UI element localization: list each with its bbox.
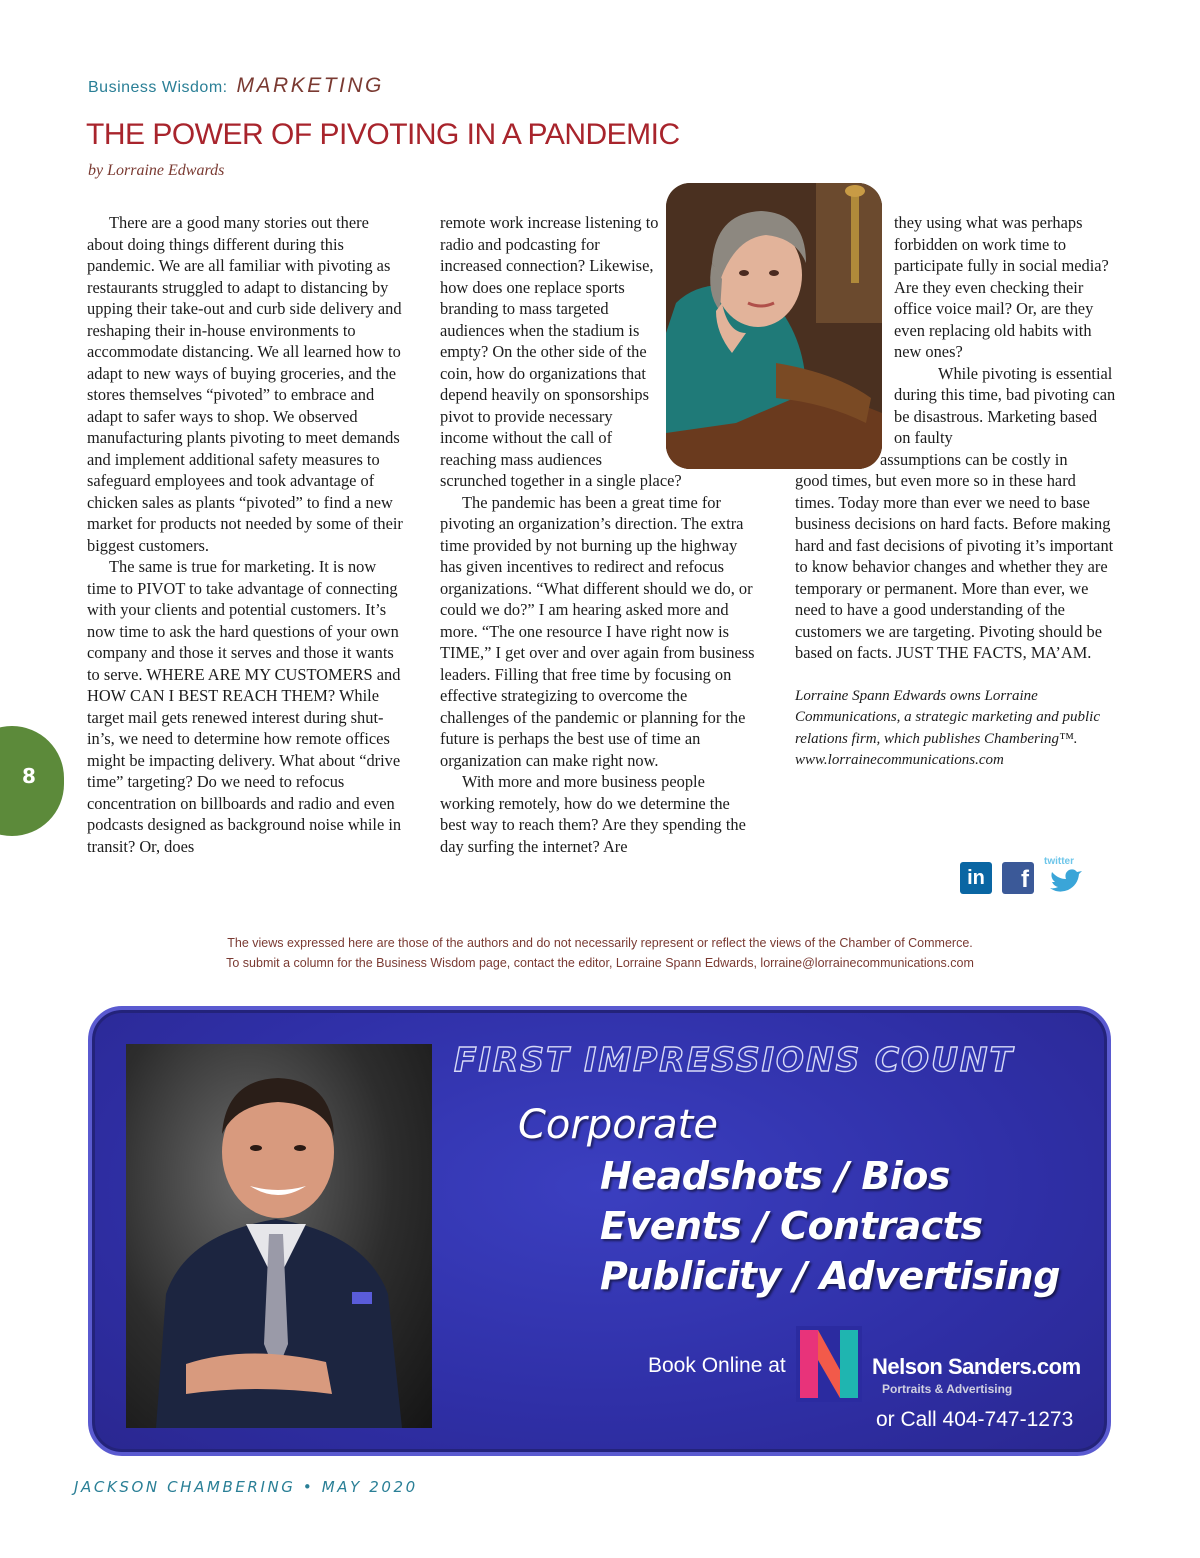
page-number: 8 xyxy=(22,764,36,788)
advertiser-photo xyxy=(126,1044,432,1428)
paragraph: good times, but even more so in these hard times. Today more than ever we need to base business decisions on hard facts. Before making hard and fast decisions of pivoting it’s important to know behavior changes and whether they are temporary or permanent. More than ever, we need to have a good understanding of the customers we are targeting. Pivoting should be based on facts. JUST THE FACTS, MA’AM. xyxy=(795,471,1114,662)
twitter-label[interactable]: twitter xyxy=(1044,856,1074,867)
article-byline: by Lorraine Edwards xyxy=(88,162,225,179)
article-column-3 xyxy=(795,212,1117,772)
disclaimer-line-1: The views expressed here are those of the authors and do not necessarily represent or reflect the views of the Chamber of Commerce. xyxy=(227,936,973,950)
section-label: Business Wisdom: xyxy=(88,79,228,96)
paragraph: The pandemic has been a great time for pivoting an organization’s direction. The extra time provided by not burning up the highway has given incentives to redirect and refocus organizations. “What different should we do, or could we do?” I am hearing asked more and more. “The one resource I have right now is TIME,” I get over and over again from business leaders. Filling that free time by focusing on effective strategizing to overcome the challenges of the pandemic or planning for the future is perhaps the best use of time an organization can make right now. xyxy=(440,492,755,770)
paragraph: There are a good many stories out there about doing things different during this pandemic. We are all familiar with pivoting as restaurants struggled to adapt to distancing by upping their take-out and curb side delivery and reshaping their in-house environments to accommodate distancing. We all learned how to adapt to new ways of buying groceries, and the stores themselves “pivoted” to embrace and adapt to safer ways to shop. We observed manufacturing plants pivoting to meet demands and implement additional safety measures to safeguard employees and took advantage of chicken sales as plants “pivoted” to find a new market for products not needed by some of their biggest customers. xyxy=(87,213,403,555)
ad-website[interactable]: Nelson Sanders.com xyxy=(872,1354,1081,1379)
linkedin-icon[interactable]: in xyxy=(960,862,992,894)
paragraph: assumptions can be costly in xyxy=(880,449,1068,469)
advertisement[interactable] xyxy=(88,1006,1111,1456)
advertiser-portrait-illustration xyxy=(126,1044,432,1428)
page-footer: JACKSON CHAMBERING • MAY 2020 xyxy=(74,1478,418,1496)
nelson-sanders-logo-icon[interactable] xyxy=(796,1326,862,1402)
section-kicker xyxy=(88,74,384,98)
article-column-1 xyxy=(87,212,409,857)
paragraph: The same is true for marketing. It is now time to PIVOT to take advantage of connecting with your clients and potential customers. It’s now time to ask the hard questions of your own company and those it serves and those it wants to serve. WHERE ARE MY CUSTOMERS and HOW CAN I BEST REACH THEM? While target mail gets renewed interest during shut-in’s, we need to determine how remote offices might be impacting delivery. What about “drive time” targeting? Do we need to refocus concentration on billboards and radio and even podcasts designed as background noise while in transit? Or, does xyxy=(87,557,402,856)
author-bio: Lorraine Spann Edwards owns Lorraine Communications, a strategic marketing and public relations firm, which publishes Chambering™. xyxy=(795,687,1100,747)
section-topic: MARKETING xyxy=(236,74,384,97)
ad-book-online: Book Online at xyxy=(648,1354,786,1377)
author-website-link[interactable]: www.lorrainecommunications.com xyxy=(795,752,1004,768)
paragraph: While pivoting is essential during this time, bad pivoting can be disastrous. Marketing based on faulty xyxy=(894,363,1116,447)
paragraph: remote work increase listening to radio and podcasting for increased connection? Likewise, how does one replace sports branding to mass targeted audiences when the stadium is empty? On the other side of the coin, how do organizations that depend heavily on sponsorships pivot to provide necessary income without the call of reaching mass audiences xyxy=(440,213,659,469)
ad-service-line-2: Events / Contracts xyxy=(600,1204,983,1248)
paragraph: With more and more business people working remotely, how do we determine the best way to reach them? Are they spending the day surfing the internet? Are xyxy=(440,772,746,856)
ad-phone[interactable]: or Call 404-747-1273 xyxy=(876,1408,1074,1431)
ad-service-line-1: Headshots / Bios xyxy=(600,1154,951,1198)
ad-service-line-3: Publicity / Advertising xyxy=(600,1254,1060,1298)
ad-headline: FIRST IMPRESSIONS COUNT xyxy=(454,1040,1015,1079)
article-title: THE POWER OF PIVOTING IN A PANDEMIC xyxy=(86,118,680,151)
social-links xyxy=(960,858,1086,898)
paragraph: scrunched together in a single place? xyxy=(440,471,682,490)
ad-website-tagline: Portraits & Advertising xyxy=(882,1382,1013,1396)
ad-corporate-label: Corporate xyxy=(518,1102,718,1148)
disclaimer-line-2: To submit a column for the Business Wisdom page, contact the editor, Lorraine Spann Edwards, lorraine@lorrainecommunications.com xyxy=(226,956,974,970)
facebook-icon[interactable]: f xyxy=(1002,862,1034,894)
paragraph: they using what was perhaps forbidden on work time to participate fully in social media? Are they even checking their office voice mail? Or, are they even replacing old habits with new ones? xyxy=(894,213,1109,361)
twitter-icon[interactable] xyxy=(1048,868,1082,896)
